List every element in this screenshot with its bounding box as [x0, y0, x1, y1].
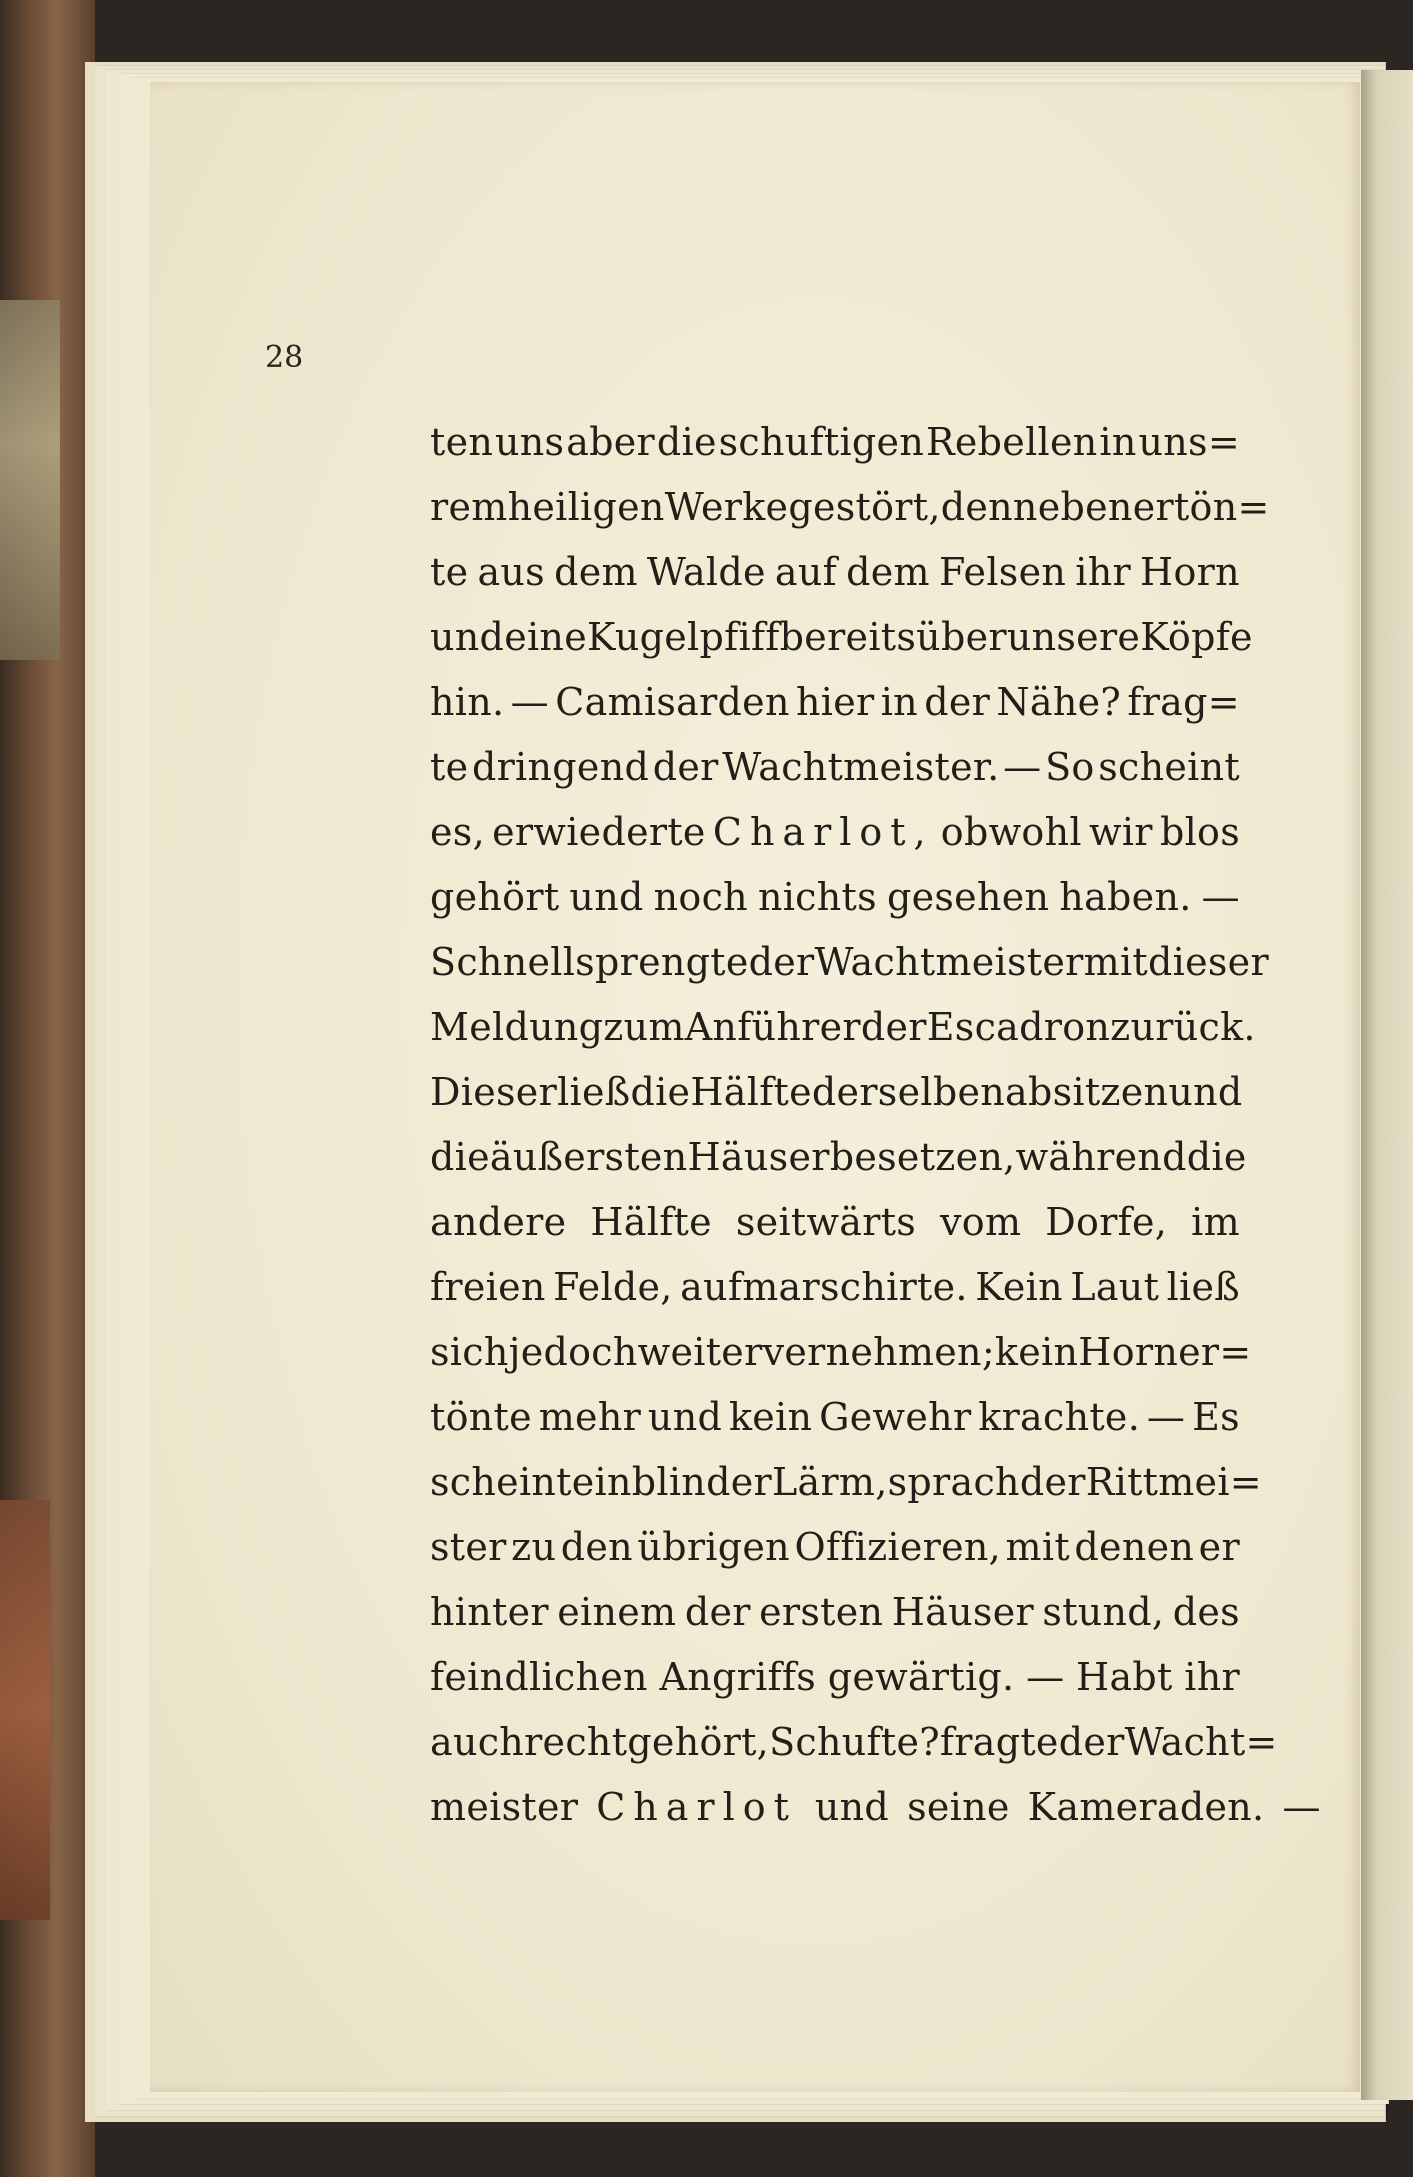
word: So	[1045, 745, 1095, 789]
word: Häuser	[891, 1590, 1034, 1634]
word: ließ	[557, 1070, 631, 1114]
word: der	[924, 680, 991, 724]
word: —	[1146, 1395, 1186, 1439]
word: erwiederte	[492, 810, 706, 854]
word: noch	[653, 875, 748, 919]
word: Charlot	[596, 1785, 797, 1829]
word: Anführer	[684, 1005, 861, 1049]
word: der	[1058, 1720, 1125, 1764]
word: Offizieren,	[794, 1525, 1002, 1569]
word: und	[1168, 1070, 1243, 1114]
word: der	[684, 1590, 751, 1634]
word: recht	[524, 1720, 628, 1764]
word: der	[860, 1005, 927, 1049]
text-line	[430, 1645, 1240, 1710]
word: Rebellen	[925, 420, 1098, 464]
word: Dorfe,	[1045, 1200, 1168, 1244]
word: rem	[430, 485, 508, 529]
word: andere	[430, 1200, 567, 1244]
word: gehört	[430, 875, 560, 919]
text-line	[430, 1515, 1240, 1580]
word: über	[916, 615, 1007, 659]
word: vom	[940, 1200, 1022, 1244]
word: einem	[557, 1590, 677, 1634]
word: er	[1198, 1525, 1240, 1569]
word: Nähe?	[996, 680, 1122, 724]
word: Laut	[1070, 1265, 1160, 1309]
word: hinter	[430, 1590, 549, 1634]
word: und	[569, 875, 644, 919]
word: Wachtmeister.	[722, 745, 1000, 789]
word: blos	[1159, 810, 1240, 854]
text-line	[430, 475, 1270, 540]
word: wir	[1089, 810, 1153, 854]
word: besetzen,	[829, 1135, 1016, 1179]
text-line	[430, 670, 1240, 735]
word: den	[560, 1525, 633, 1569]
word: zurück.	[1110, 1005, 1256, 1049]
word: meister	[430, 1785, 579, 1829]
text-line	[430, 1385, 1240, 1450]
word: uns=	[1138, 420, 1240, 464]
text-line	[430, 605, 1253, 670]
word: fragte	[939, 1720, 1059, 1764]
word: Kein	[975, 1265, 1063, 1309]
word: feindlichen	[430, 1655, 648, 1699]
word: vernehmen;	[762, 1330, 995, 1374]
word: Es	[1192, 1395, 1240, 1439]
word: Wacht=	[1124, 1720, 1278, 1764]
word: aber	[566, 420, 656, 464]
word: äußersten	[489, 1135, 688, 1179]
word: Häuser	[687, 1135, 830, 1179]
word: Werke	[664, 485, 789, 529]
word: sprach	[887, 1460, 1020, 1504]
text-line	[430, 1190, 1240, 1255]
word: tönte	[430, 1395, 532, 1439]
word: ihr	[1075, 550, 1131, 594]
word: gestört,	[788, 485, 941, 529]
word: ersten	[759, 1590, 884, 1634]
word: und	[814, 1785, 890, 1829]
word: und	[430, 615, 505, 659]
word: gewärtig.	[827, 1655, 1015, 1699]
word: es,	[430, 810, 485, 854]
word: auch	[430, 1720, 525, 1764]
word: krachte.	[978, 1395, 1141, 1439]
word: Angriffs	[659, 1655, 817, 1699]
word: ihr	[1184, 1655, 1240, 1699]
word: sprengte	[575, 940, 749, 984]
word: hin.	[430, 680, 505, 724]
word: der	[1019, 1460, 1086, 1504]
worn-binding-patch	[0, 300, 60, 660]
word: mit	[1005, 1525, 1070, 1569]
word: heiligen	[507, 485, 665, 529]
word: Felsen	[938, 550, 1067, 594]
word: die	[656, 420, 717, 464]
text-line	[430, 1320, 1252, 1385]
text-line	[430, 1125, 1247, 1190]
text-line	[430, 1580, 1240, 1645]
word: die	[1186, 1135, 1247, 1179]
word: ertön=	[1132, 485, 1270, 529]
text-line	[430, 930, 1269, 995]
word: —	[1003, 745, 1042, 789]
word: seine	[907, 1785, 1010, 1829]
word: in	[880, 680, 918, 724]
word: gehört,	[627, 1720, 770, 1764]
word: stund,	[1042, 1590, 1165, 1634]
text-line	[430, 995, 1256, 1060]
word: unsere	[1006, 615, 1141, 659]
word: schuftigen	[718, 420, 925, 464]
word: Kugel	[587, 615, 700, 659]
word: zum	[603, 1005, 685, 1049]
page-number: 28	[265, 340, 304, 375]
word: gesehen	[886, 875, 1050, 919]
word: denen	[1074, 1525, 1195, 1569]
word: dieser	[1148, 940, 1269, 984]
body-text	[430, 410, 1321, 1840]
word: Hälfte	[690, 1070, 812, 1114]
word: scheint	[430, 1460, 572, 1504]
text-line	[430, 1255, 1240, 1320]
text-line	[430, 800, 1240, 865]
word: Rittmei=	[1085, 1460, 1262, 1504]
word: frag=	[1127, 680, 1240, 724]
word: scheint	[1098, 745, 1240, 789]
word: Walde	[646, 550, 766, 594]
word: Meldung	[430, 1005, 604, 1049]
word: Habt	[1076, 1655, 1173, 1699]
word: Hälfte	[590, 1200, 712, 1244]
word: obwohl	[940, 810, 1082, 854]
word: Camisarden	[555, 680, 790, 724]
word: jedoch	[508, 1330, 638, 1374]
word: Kameraden.	[1027, 1785, 1265, 1829]
word: te	[430, 550, 469, 594]
word: des	[1172, 1590, 1240, 1634]
word: er=	[1178, 1330, 1252, 1374]
word: —	[510, 680, 549, 724]
word: —	[1282, 1785, 1321, 1829]
word: derselben	[811, 1070, 1006, 1114]
word: die	[630, 1070, 691, 1114]
worn-binding-patch-lower	[0, 1500, 50, 1920]
word: Schnell	[430, 940, 576, 984]
word: —	[1201, 875, 1240, 919]
word: eben	[1037, 485, 1133, 529]
word: Lärm,	[771, 1460, 888, 1504]
word: kein	[994, 1330, 1079, 1374]
word: in	[1099, 420, 1137, 464]
word: und	[647, 1395, 723, 1439]
word: mit	[1083, 940, 1148, 984]
word: im	[1191, 1200, 1240, 1244]
word: Escadron	[926, 1005, 1111, 1049]
word: die	[430, 1135, 490, 1179]
word: mehr	[538, 1395, 642, 1439]
word: übrigen	[637, 1525, 790, 1569]
word: ten	[430, 420, 494, 464]
word: sich	[430, 1330, 509, 1374]
word: während	[1015, 1135, 1187, 1179]
text-line	[430, 1775, 1321, 1840]
word: Horn	[1140, 550, 1240, 594]
word: Horn	[1078, 1330, 1179, 1374]
text-line	[430, 410, 1240, 475]
word: pfiff	[699, 615, 780, 659]
word: aufmarschirte.	[680, 1265, 968, 1309]
word: aus	[477, 550, 545, 594]
word: dem	[846, 550, 930, 594]
word: Felde,	[553, 1265, 673, 1309]
word: blinder	[631, 1460, 772, 1504]
text-line	[430, 1060, 1243, 1125]
word: freien	[430, 1265, 546, 1309]
word: kein	[728, 1395, 813, 1439]
word: auf	[774, 550, 837, 594]
word: —	[1026, 1655, 1065, 1699]
word: ließ	[1166, 1265, 1240, 1309]
word: hier	[795, 680, 875, 724]
word: zu	[511, 1525, 557, 1569]
word: seitwärts	[735, 1200, 917, 1244]
word: denn	[940, 485, 1038, 529]
word: nichts	[757, 875, 877, 919]
word: der	[748, 940, 815, 984]
word: Charlot,	[712, 810, 934, 854]
word: Köpfe	[1140, 615, 1253, 659]
word: te	[430, 745, 469, 789]
word: Dieser	[430, 1070, 558, 1114]
word: dem	[554, 550, 638, 594]
next-page-edge	[1361, 70, 1413, 2100]
word: ster	[430, 1525, 507, 1569]
word: weiter	[637, 1330, 763, 1374]
text-line	[430, 540, 1240, 605]
word: Schufte?	[769, 1720, 940, 1764]
text-line	[430, 1450, 1262, 1515]
word: bereits	[779, 615, 917, 659]
word: Wachtmeister	[814, 940, 1084, 984]
text-line	[430, 735, 1240, 800]
word: haben.	[1059, 875, 1192, 919]
word: uns	[494, 420, 565, 464]
book-cover-left-edge	[0, 0, 95, 2177]
word: dringend	[471, 745, 650, 789]
word: eine	[504, 615, 587, 659]
text-line	[430, 865, 1240, 930]
text-line	[430, 1710, 1278, 1775]
word: absitzen	[1005, 1070, 1169, 1114]
word: der	[652, 745, 719, 789]
word: ein	[571, 1460, 632, 1504]
word: Gewehr	[819, 1395, 972, 1439]
